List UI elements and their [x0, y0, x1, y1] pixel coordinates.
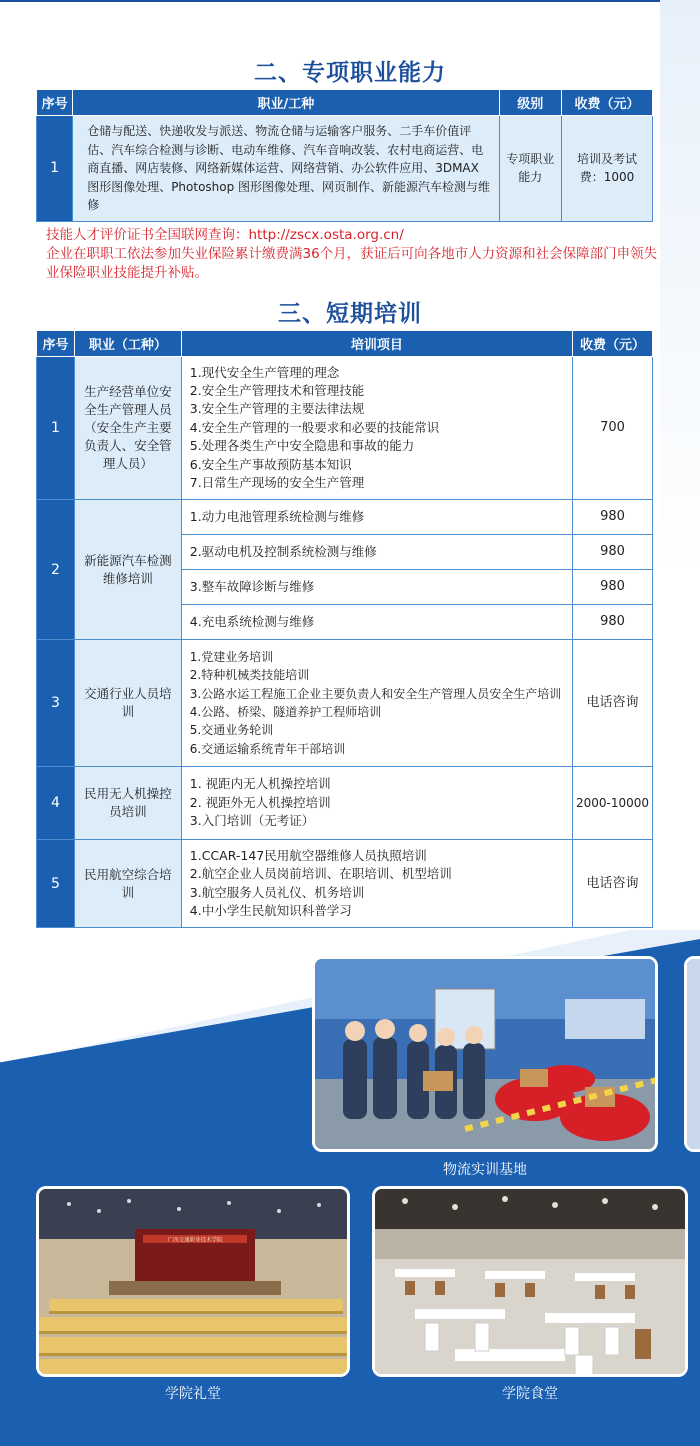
row-fee: 980: [573, 605, 653, 640]
list-item: 4.公路、桥梁、隧道养护工程师培训: [189, 705, 382, 719]
section2-header-row: [37, 90, 653, 116]
header-index: 序号: [37, 90, 73, 116]
section3-table: [36, 330, 653, 928]
list-item: 3.安全生产管理的主要法律法规: [189, 401, 365, 417]
row-item: 4.充电系统检测与维修: [181, 605, 572, 640]
header-fee: 收费（元）: [573, 331, 653, 357]
row-fee: 培训及考试费：1000: [562, 116, 653, 222]
section2-title: 二、专项职业能力: [254, 60, 446, 86]
row-fee: 980: [573, 500, 653, 535]
list-item: 2. 视距外无人机操控培训: [189, 794, 331, 810]
edge-image: [687, 959, 700, 1152]
list-item: 3.入门培训（无考证）: [189, 813, 315, 829]
auditorium-photo: [36, 1186, 350, 1377]
header-job: 职业（工种）: [74, 331, 181, 357]
row-fee: 电话咨询: [573, 640, 653, 767]
canteen-image: [375, 1189, 688, 1377]
logistics-photo: [312, 956, 658, 1152]
auditorium-caption: 学院礼堂: [165, 1386, 221, 1402]
list-item: 2.特种机械类技能培训: [189, 668, 310, 683]
list-item: 6.交通运输系统青年干部培训: [189, 741, 346, 756]
auditorium-image: [39, 1189, 350, 1377]
row-description: 仓储与配送、快递收发与派送、物流仓储与运输客户服务、二手车价值评估、汽车综合检测与诊断、电动车维修、汽车音响改装、农村电商运营、电商直播、网店装修、网络新媒体运营、网络营销、办公软件应用、3DMAX 图形图像处理、Photoshop 图形图像处理、网页制作、新能源汽车检测与维修: [73, 116, 499, 222]
list-item: 1. 视距内无人机操控培训: [189, 776, 331, 792]
header-fee: 收费（元）: [562, 90, 653, 116]
table-row: [37, 640, 653, 767]
photo-section: [0, 930, 700, 1446]
logistics-caption: 物流实训基地: [443, 1162, 527, 1178]
edge-photo: [684, 956, 700, 1152]
row-items: [181, 640, 572, 767]
list-item: 2.航空企业人员岗前培训、在职培训、机型培训: [189, 866, 452, 882]
note-query-link: 技能人才评价证书全国联网查询：http://zscx.osta.org.cn/: [46, 227, 404, 243]
row-fee: 700: [573, 357, 653, 500]
list-item: 5.交通业务轮训: [189, 723, 274, 738]
header-index: 序号: [37, 331, 75, 357]
row-fee: 电话咨询: [573, 840, 653, 928]
list-item: 3.公路水运工程施工企业主要负责人和安全生产管理人员安全生产培训: [189, 686, 562, 701]
section2-table: [36, 89, 653, 222]
list-item: 4.安全生产管理的一般要求和必要的技能常识: [189, 419, 440, 435]
row-fee: 980: [573, 535, 653, 570]
row-items: [181, 767, 572, 840]
row-item: 1.动力电池管理系统检测与维修: [181, 500, 572, 535]
table-row: [37, 116, 653, 222]
section3-title: 三、短期培训: [278, 301, 422, 327]
row-items: [181, 357, 572, 500]
row-job: 交通行业人员培训: [74, 640, 181, 767]
row-index: 1: [37, 357, 75, 500]
section3-header-row: [37, 331, 653, 357]
row-index: 1: [37, 116, 73, 222]
list-item: 4.中小学生民航知识科普学习: [189, 902, 352, 918]
table-row: [37, 840, 653, 928]
top-band: [0, 0, 700, 2]
list-item: 1.现代安全生产管理的理念: [189, 364, 340, 380]
row-fee: 2000-10000: [573, 767, 653, 840]
row-job: 生产经营单位安全生产管理人员（安全生产主要负责人、安全管理人员）: [74, 357, 181, 500]
row-item: 3.整车故障诊断与维修: [181, 570, 572, 605]
logistics-image: [315, 959, 658, 1152]
row-fee: 980: [573, 570, 653, 605]
table-row: [37, 767, 653, 840]
table-row: [37, 357, 653, 500]
list-item: 3.航空服务人员礼仪、机务培训: [189, 884, 365, 900]
list-item: 1.CCAR-147民用航空器维修人员执照培训: [189, 847, 427, 863]
canteen-photo: [372, 1186, 688, 1377]
row-job: 民用航空综合培训: [74, 840, 181, 928]
list-item: 5.处理各类生产中安全隐患和事故的能力: [189, 438, 415, 454]
row-item: 2.驱动电机及控制系统检测与维修: [181, 535, 572, 570]
list-item: 1.党建业务培训: [189, 649, 274, 664]
list-item: 2.安全生产管理技术和管理技能: [189, 382, 365, 398]
notes: [46, 226, 666, 283]
row-job: 民用无人机操控员培训: [74, 767, 181, 840]
row-index: 5: [37, 840, 75, 928]
note-subsidy: 企业在职职工依法参加失业保险累计缴费满36个月，获证后可向各地市人力资源和社会保障部门申领失业保险职业技能提升补贴。: [46, 246, 658, 281]
header-level: 级别: [499, 90, 562, 116]
canteen-caption: 学院食堂: [502, 1386, 558, 1402]
row-job: 新能源汽车检测维修培训: [74, 500, 181, 640]
row-level: 专项职业能力: [499, 116, 562, 222]
stage-banner-text: 广西交通职业技术学院: [167, 1237, 223, 1244]
header-items: 培训项目: [181, 331, 572, 357]
row-index: 3: [37, 640, 75, 767]
row-index: 4: [37, 767, 75, 840]
list-item: 7.日常生产现场的安全生产管理: [189, 475, 365, 491]
table-row: [37, 500, 653, 535]
row-index: 2: [37, 500, 75, 640]
row-items: [181, 840, 572, 928]
header-job: 职业/工种: [73, 90, 499, 116]
list-item: 6.安全生产事故预防基本知识: [189, 456, 352, 472]
